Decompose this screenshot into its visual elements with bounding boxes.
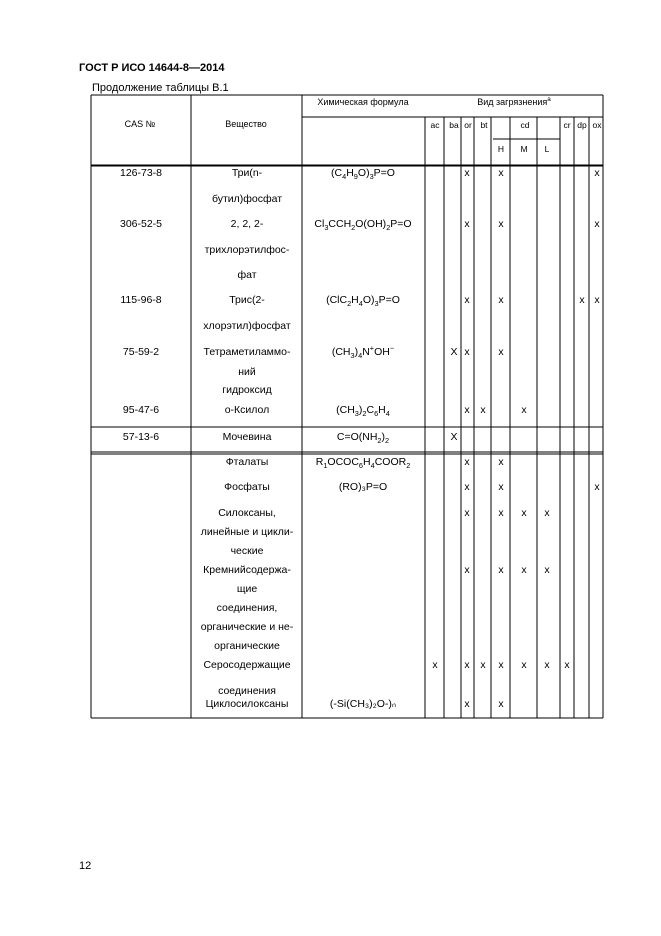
contamination-mark: x — [464, 481, 470, 493]
cas-number: 306-52-5 — [119, 218, 163, 230]
cas-number: 57-13-6 — [122, 431, 160, 443]
header-cas: CAS № — [124, 119, 156, 129]
substance-name: органические — [214, 640, 280, 652]
substance-name: Трис(2- — [229, 294, 265, 306]
chemical-formula: (RO)₃P=O — [338, 481, 388, 493]
header-cd-l: L — [544, 144, 550, 154]
contamination-mark: x — [594, 481, 600, 493]
contamination-mark: x — [464, 404, 470, 416]
cas-number: 95-47-6 — [122, 404, 160, 416]
contamination-mark: x — [594, 218, 600, 230]
substance-name: соединения, — [216, 602, 278, 614]
substance-name: Фталаты — [225, 456, 269, 468]
substance-name: Три(n- — [231, 167, 263, 179]
formula-row-3: $(ClC_2H_4O)_3P=O$ — [326, 294, 400, 309]
header-formula: Химическая формула — [317, 97, 409, 107]
substance-name: Циклосилоксаны — [205, 698, 289, 710]
contamination-mark: X — [450, 346, 458, 358]
contamination-mark: x — [498, 659, 504, 671]
substance-name: Фосфаты — [224, 481, 270, 493]
header-cd: cd — [520, 120, 530, 130]
contamination-mark: x — [544, 507, 550, 519]
contamination-mark: x — [521, 564, 527, 576]
contamination-mark: x — [464, 659, 470, 671]
footnote-marker: a — [547, 96, 551, 103]
substance-name: бутил)фосфат — [211, 192, 283, 205]
contamination-mark: X — [450, 431, 458, 443]
substance-name: гидроксид — [222, 384, 272, 396]
formula-row-6: $C=O(NH_2)_2$ — [336, 431, 390, 446]
contamination-mark: x — [464, 218, 470, 230]
chemical-formula: (-Si(CH₃)₂O-)ₙ — [329, 698, 397, 710]
substance-name: ний — [238, 366, 256, 378]
contamination-mark: x — [579, 294, 585, 306]
contamination-mark: x — [498, 456, 504, 468]
contamination-mark: x — [480, 659, 486, 671]
substance-name: 2, 2, 2- — [230, 218, 264, 230]
substance-name: Кремнийсодержа- — [203, 564, 291, 576]
substance-name: Силоксаны, — [218, 507, 276, 519]
contamination-mark: x — [480, 404, 486, 416]
substance-name: соединения — [218, 684, 276, 697]
document-code: ГОСТ Р ИСО 14644-8—2014 — [79, 62, 225, 74]
substance-name: линейные и цикли- — [200, 526, 294, 538]
header-substance: Вещество — [225, 119, 267, 129]
contamination-mark: x — [464, 564, 470, 576]
contamination-mark: x — [498, 564, 504, 576]
contamination-mark: x — [464, 456, 470, 468]
formula-row-4: $(CH_3)_4N^+OH^-$ — [331, 343, 395, 361]
substance-name: Тетраметиламмо- — [203, 346, 291, 358]
contamination-mark: x — [564, 659, 570, 671]
header-bt: bt — [480, 120, 488, 130]
substance-name: хлорэтил)фосфат — [203, 319, 291, 332]
contamination-mark: x — [498, 346, 504, 358]
header-cd-h: H — [497, 144, 505, 154]
contamination-mark: x — [594, 167, 600, 179]
cas-number: 126-73-8 — [119, 167, 163, 179]
substance-name: Мочевина — [222, 431, 272, 443]
page-number: 12 — [79, 860, 92, 872]
header-ac: ac — [430, 120, 440, 130]
contamination-mark: x — [464, 698, 470, 710]
contamination-mark: x — [432, 659, 438, 671]
contamination-mark: x — [464, 346, 470, 358]
contamination-mark: x — [498, 507, 504, 519]
contamination-mark: x — [464, 294, 470, 306]
header-ba: ba — [449, 120, 459, 130]
contamination-mark: x — [594, 294, 600, 306]
header-or: or — [464, 120, 472, 130]
contamination-mark: x — [521, 404, 527, 416]
formula-row-1: $(C_4H_9O)_3P=O$ — [331, 167, 395, 182]
contamination-mark: x — [498, 218, 504, 230]
substance-name: щие — [236, 583, 258, 595]
contamination-mark: x — [521, 659, 527, 671]
header-dp: dp — [577, 120, 587, 130]
contamination-mark: x — [544, 659, 550, 671]
contamination-mark: x — [498, 167, 504, 179]
contamination-mark: x — [544, 564, 550, 576]
contamination-mark: x — [498, 481, 504, 493]
substance-name: органические и не- — [200, 621, 294, 633]
substance-name: ческие — [230, 545, 264, 557]
substance-name: о-Ксилол — [224, 404, 270, 416]
contamination-mark: x — [498, 698, 504, 710]
substance-name: фат — [237, 269, 257, 281]
contamination-mark: x — [464, 167, 470, 179]
contamination-mark: x — [464, 507, 470, 519]
formula-row-7: $R_1OCOC_6H_4COOR_2$ — [315, 456, 411, 471]
header-contamination: Вид загрязнения$^a$ — [477, 96, 551, 107]
formula-row-2: $Cl_3CCH_2O(OH)_2P=O$ — [314, 218, 412, 233]
contamination-mark: x — [498, 294, 504, 306]
cas-number: 75-59-2 — [122, 346, 160, 358]
header-ox: ox — [592, 120, 602, 130]
header-cd-m: M — [520, 144, 528, 154]
table-caption: Продолжение таблицы В.1 — [92, 82, 229, 94]
cas-number: 115-96-8 — [120, 294, 162, 306]
formula-row-5: $(CH_3)_2C_6H_4$ — [336, 404, 390, 419]
header-cr: cr — [563, 120, 571, 130]
substance-name: трихлорэтилфос- — [204, 243, 290, 256]
substance-name: Серосодержащие — [203, 659, 291, 671]
contamination-mark: x — [521, 507, 527, 519]
